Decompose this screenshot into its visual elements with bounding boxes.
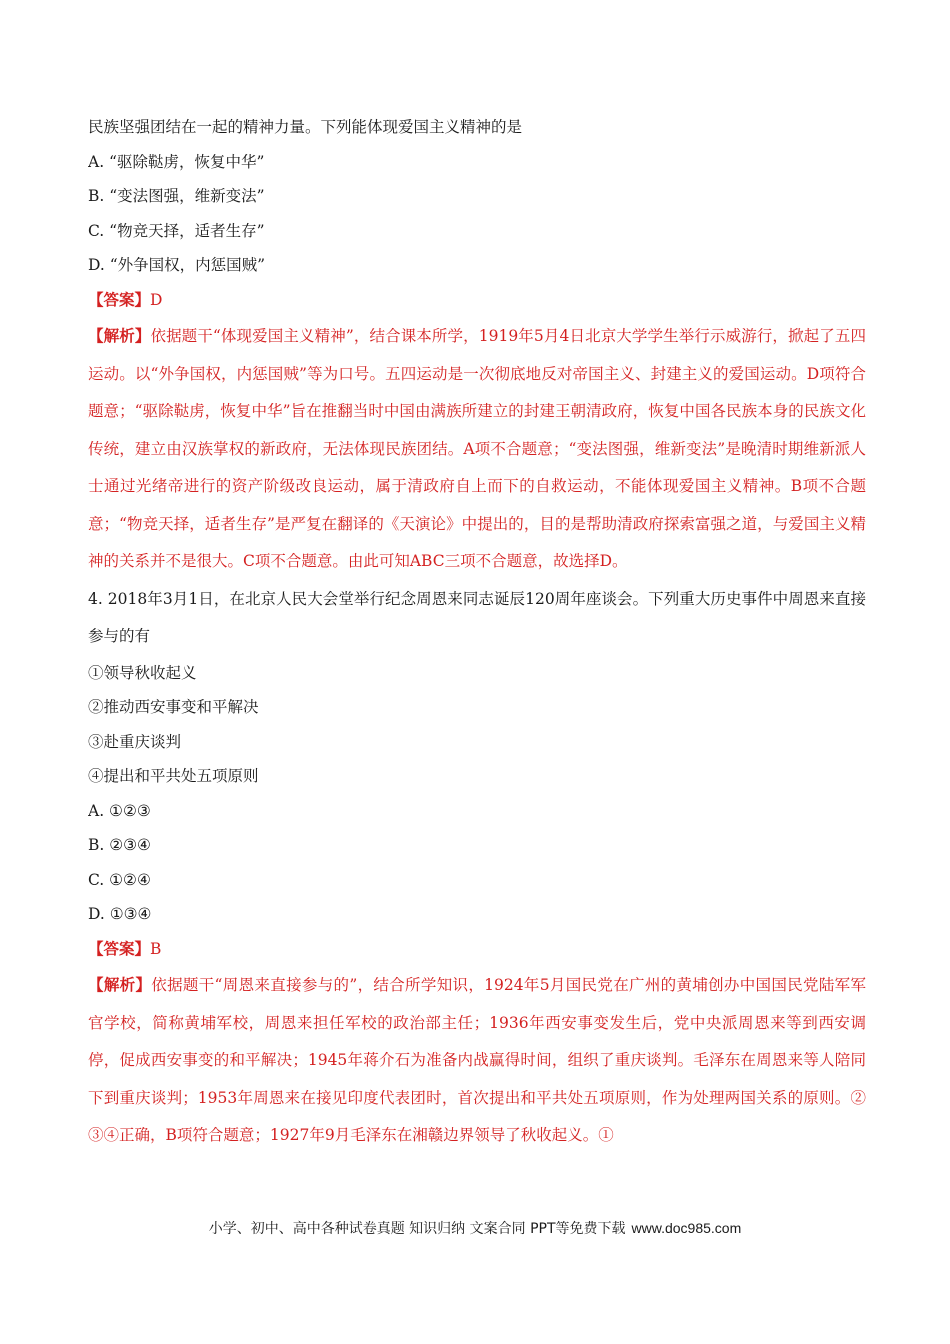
footer-url[interactable]: www.doc985.com (631, 1220, 742, 1236)
q4-analysis-text: 依据题干“周恩来直接参与的”，结合所学知识，1924年5月国民党在广州的黄埔创办中国国民党陆军军官学校，简称黄埔军校，周恩来担任军校的政治部主任；1936年西安事变发生后，党中央派周恩来等到西安调停，促成西安事变的和平解决；1945年蒋介石为准备内战赢得时间，组织了重庆谈判。毛泽东在周恩来等人陪同下到重庆谈判；1953年周恩来在接见印度代表团时，首次提出和平共处五项原则，作为处理两国关系的原则。②③④正确，B项符合题意；1927年9月毛泽东在湘赣边界领导了秋收起义。① (88, 976, 866, 1144)
q4-item-2: ②推动西安事变和平解决 (88, 698, 259, 716)
document-body (88, 110, 866, 1155)
q3-analysis-text: 依据题干“体现爱国主义精神”，结合课本所学，1919年5月4日北京大学学生举行示威游行，掀起了五四运动。以“外争国权，内惩国贼”等为口号。五四运动是一次彻底地反对帝国主义、封建主义的爱国运动。D项符合题意；“驱除鞑虏，恢复中华”旨在推翻当时中国由满族所建立的封建王朝清政府，恢复中国各民族本身的民族文化传统，建立由汉族掌权的新政府，无法体现民族团结。A项不合题意；“变法图强，维新变法”是晚清时期维新派人士通过光绪帝进行的资产阶级改良运动，属于清政府自上而下的自救运动，不能体现爱国主义精神。B项不合题意；“物竞天择，适者生存”是严复在翻译的《天演论》中提出的，目的是帮助清政府探索富强之道，与爱国主义精神的关系并不是很大。C项不合题意。由此可知ABC三项不合题意，故选择D。 (88, 327, 866, 570)
q3-stem-tail: 民族坚强团结在一起的精神力量。下列能体现爱国主义精神的是 (88, 118, 523, 136)
q4-item-1: ①领导秋收起义 (88, 663, 197, 682)
q3-option-c: C. “物竞天择，适者生存” (88, 221, 265, 240)
q4-answer-value: B (150, 939, 162, 958)
q4-stem: 4. 2018年3月1日，在北京人民大会堂举行纪念周恩来同志诞辰120周年座谈会。下列重大历史事件中周恩来直接参与的有 (88, 589, 866, 645)
q4-analysis-tag: 【解析】 (88, 975, 152, 994)
q4-item-3: ③赴重庆谈判 (88, 732, 182, 751)
q3-answer (88, 283, 866, 318)
q3-option-a: A. “驱除鞑虏，恢复中华” (88, 152, 265, 171)
q4-option-c: C. ①②④ (88, 870, 151, 889)
q4-option-d: D. ①③④ (88, 905, 152, 923)
q4-option-a: A. ①②③ (88, 801, 151, 820)
q3-option-d: D. “外争国权，内惩国贼” (88, 256, 266, 274)
q3-answer-value: D (150, 290, 163, 309)
q4-answer-tag: 【答案】 (88, 938, 151, 958)
q3-analysis (88, 317, 866, 581)
q4-item-4: ④提出和平共处五项原则 (88, 767, 259, 785)
footer-text: 小学、初中、高中各种试卷真题 知识归纳 文案合同 PPT等免费下载 (208, 1221, 626, 1237)
q4-option-b: B. ②③④ (88, 836, 151, 854)
q4-answer (88, 932, 866, 967)
q3-answer-tag: 【答案】 (88, 289, 151, 309)
q3-analysis-tag: 【解析】 (88, 326, 151, 345)
q4-analysis (88, 966, 866, 1155)
page-footer (0, 1218, 950, 1238)
q3-option-b: B. “变法图强，维新变法” (88, 187, 265, 205)
